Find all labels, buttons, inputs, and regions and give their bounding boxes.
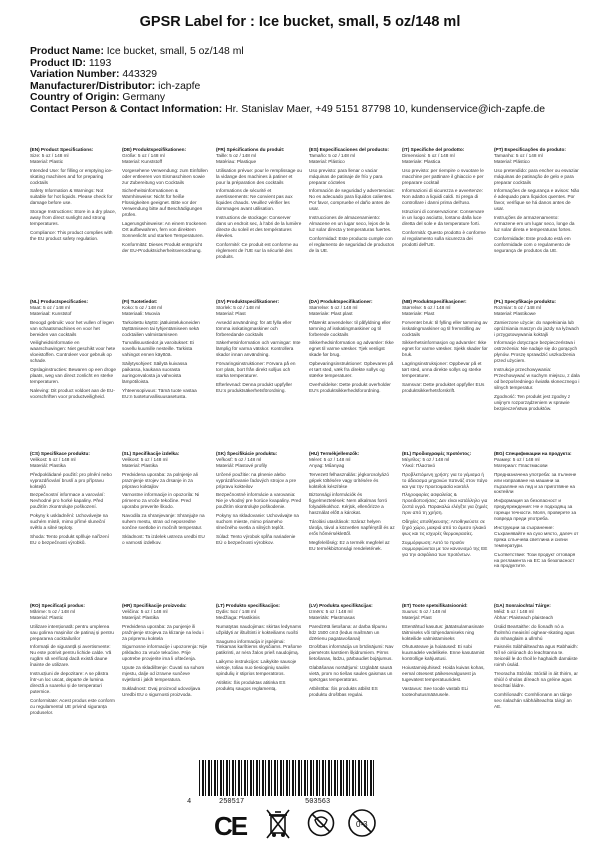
spec-paragraph: Compliance: This product complies with the EU product safety regulation. bbox=[30, 229, 113, 241]
spec-paragraph: Opslaginstructies: Bewaren op een droge plaats, weg van direct zonlicht en sterke temperaturen. bbox=[30, 367, 116, 384]
spec-heading: (PT) Especificações do produto: bbox=[494, 147, 566, 152]
spec-paragraph: Suurus: 5 oz / 148 ml bbox=[402, 608, 447, 614]
spec-paragraph: Säilytysohjeet: Säilytä kuivassa paikassa, kaukana suorasta auringonvalosta ja vahvoista lämpötiloista. bbox=[122, 361, 188, 384]
info-key: Product ID: bbox=[30, 57, 86, 69]
spec-paragraph: Μέγεθος: 5 oz / 148 ml bbox=[402, 456, 450, 462]
info-key: Product Name: bbox=[30, 46, 104, 57]
info-value: 443329 bbox=[122, 69, 158, 81]
ce-mark-icon: CE bbox=[214, 811, 247, 841]
spec-paragraph: Atitiktis: Šis produktas atitinka ES produktų saugos reglamentą. bbox=[216, 679, 286, 691]
spec-heading: (ES) Especificaciones del producto: bbox=[309, 147, 389, 152]
spec-paragraph: Съответствие: Този продукт отговаря на регламента на ЕС за безопасност на продуктите. bbox=[494, 551, 576, 569]
spec-heading: (DE) Produktspezifikationen: bbox=[122, 147, 187, 152]
spec-paragraph: Ábhar: Plaisteach plaisteach bbox=[494, 614, 554, 620]
spec-heading: (RO) Specificații produs: bbox=[30, 603, 85, 608]
info-key: Country of Origin: bbox=[30, 92, 120, 104]
trash-bin-crossed-icon bbox=[265, 808, 291, 840]
spec-paragraph: Shoda: Tento produkt splňuje nařízení EU o bezpečnosti výrobků. bbox=[30, 533, 109, 545]
spec-paragraph: Lagerungshinweise: An einem trockenen Ort aufbewahren, fern von direktem Sonnenlicht und starken Temperaturen. bbox=[122, 220, 207, 238]
spec-paragraph: Material: Kunststoff bbox=[122, 158, 163, 164]
spec-paragraph: Opbevaringsinstruktioner: Opbevares på et tørt sted, væk fra direkte sollys og stærke temperaturer. bbox=[309, 361, 394, 378]
language-spec-column bbox=[216, 147, 302, 259]
spec-paragraph: Materiál: Plastika bbox=[30, 462, 66, 468]
spec-heading: (NB) Produktspesifikasjoner: bbox=[402, 299, 467, 304]
spec-paragraph: Dimensioni: 5 oz / 148 ml bbox=[402, 152, 455, 158]
spec-paragraph: Συμμόρφωση: Αυτό το προϊόν συμμορφώνεται με τον κανονισμό της ΕΕ για την ασφάλεια των προϊόντων. bbox=[402, 539, 488, 557]
spec-paragraph: Conformitate: Acest produs este conform cu regulamentul UE privind siguranța produselor. bbox=[30, 697, 115, 715]
spec-paragraph: Velikost: 5 oz / 148 ml bbox=[122, 456, 168, 462]
spec-paragraph: Navodila za shranjevanje: Shranjujte na suhem mestu, stran od neposredne sončne svetlobe in močnih temperatur. bbox=[122, 513, 205, 530]
spec-paragraph: Размер: 5 oz / 148 ml bbox=[494, 456, 540, 462]
spec-paragraph: Materjal: Plast bbox=[402, 614, 432, 620]
language-spec-column bbox=[122, 299, 208, 400]
spec-heading: (FI) Tuotetiedot: bbox=[122, 299, 158, 304]
spec-paragraph: Información de seguridad y advertencias: No es adecuado para líquidos calientes. Por favor, compruebe el daño antes de usar. bbox=[309, 188, 395, 212]
spec-paragraph: Biztonsági információk és figyelmeztetések: Nem alkalmas forró folyadékokhoz. Kérjük, ellenőrizze a használat előtt a károkat. bbox=[309, 492, 388, 516]
barcode-digits-right: 503563 bbox=[305, 798, 331, 806]
spec-paragraph: Material: Plastic bbox=[30, 614, 64, 620]
spec-paragraph: Izmērs: 5 oz / 148 ml bbox=[309, 608, 353, 614]
spec-paragraph: Saugumo informacija ir įspėjimai: Tinkamas karštiems skysčiams. Prašome patikrinti, ar nėra žalos prieš naudojimą. bbox=[216, 638, 302, 656]
spec-paragraph: Storlek: 5 oz / 148 ml bbox=[216, 304, 261, 310]
spec-paragraph: Предназначена употреба: за пълнене или изпразване на машини за пързаляне на лед и за приготвяне на коктейли bbox=[494, 471, 577, 495]
spec-paragraph: Πληροφορίες ασφαλείας & προειδοποιήσεις: Δεν είναι κατάλληλο για ζεστά υγρά. Παρακαλώ ελέγξτε για ζημιές πριν από τη χρήση. bbox=[402, 492, 488, 516]
spec-paragraph: Tarkoitettu käyttö: jääluistelukoneiden täyttämiseen tai tyhjentämiseen sekä cocktailien valmistamiseen bbox=[122, 319, 200, 337]
spec-paragraph: Material: Plastika bbox=[122, 462, 158, 468]
spec-heading: (GA) Sonraíochtaí Táirge: bbox=[494, 603, 551, 608]
spec-paragraph: Instrucciones de almacenamiento: Almacene en un lugar seco, lejos de la luz solar directa y temperaturas fuertes. bbox=[309, 215, 392, 232]
language-spec-column bbox=[30, 451, 116, 546]
spec-paragraph: Conformité: Ce produit est conforme au règlement de l'UE sur la sécurité des produits. bbox=[216, 241, 299, 259]
spec-paragraph: Maat: 5 oz / 148 ml bbox=[30, 304, 70, 310]
spec-paragraph: Bezpečnostní informace a varování: Nevhodné pro horké kapaliny. Před použitím zkontrolujte poškození. bbox=[30, 492, 105, 510]
spec-paragraph: Υλικό: Πλαστικό bbox=[402, 462, 436, 468]
spec-paragraph: Informazioni di sicurezza e avvertenze: Non adatto a liquidi caldi. Si prega di controllare i danni prima dell'uso. bbox=[402, 188, 484, 206]
language-spec-column bbox=[122, 147, 208, 254]
spec-paragraph: Storage Instructions: Store in a dry place, away from direct sunlight and strong temperatures. bbox=[30, 209, 116, 226]
spec-paragraph: Predviđena uporaba: za punjenje ili pražnjenje strojeva za klizanje na ledu i za pripremu koktela bbox=[122, 623, 204, 641]
spec-paragraph: Οδηγίες αποθήκευσης: Αποθηκεύστε σε ξηρό χώρο, μακριά από το άμεσο ηλιακό φως και τις ισχυρές θερμοκρασίες. bbox=[402, 519, 487, 536]
spec-paragraph: Comhlíonadh: Comhlíonann an táirge seo rialachán sábháilteachta táirgí an AE. bbox=[494, 691, 572, 709]
spec-paragraph: Material: Plastic bbox=[30, 158, 64, 164]
spec-paragraph: Konformität: Dieses Produkt entspricht der EU-Produktsicherheitsverordnung. bbox=[122, 241, 202, 253]
info-value: 1193 bbox=[88, 57, 112, 69]
language-band bbox=[30, 603, 578, 755]
page-title: GPSR Label for : Ice bucket, small, 5 oz/148 ml bbox=[139, 14, 461, 30]
spec-paragraph: Laikymo instrukcijos: Laikykite sausoje vietoje, toliau nuo tiesioginių saulės spindulių ir stiprios temperatūros. bbox=[216, 659, 297, 677]
spec-paragraph: Påtænkt anvendelse: til påfyldning eller tømning af isskatingmaskiner og til forberede cocktails bbox=[309, 319, 391, 337]
spec-paragraph: Größe: 5 oz / 148 ml bbox=[122, 152, 165, 158]
spec-paragraph: Určené použitie: na plnenie alebo vyprázdňovanie ľadových strojov a pre prípravu kokteilov bbox=[216, 471, 297, 489]
spec-paragraph: Størrelse: 5 oz / 148 ml bbox=[309, 304, 358, 310]
spec-paragraph: Informacje dotyczące bezpieczeństwa i ostrzeżenia: Nie nadaje się do gorących płynów. Proszę sprawdzić uszkodzenia przed użyciem. bbox=[494, 340, 578, 364]
spec-paragraph: Samsvar: Dette produktet oppfyller EUs produktsikkerhetsforskrift. bbox=[402, 381, 485, 393]
spec-heading: (NL) Productspecificaties: bbox=[30, 299, 89, 304]
language-band bbox=[30, 147, 580, 299]
spec-paragraph: Sigurnosne informacije i upozorenja: Nije prikladno za vruće tekućine. Prije upotrebe provjerite ima li oštećenja. bbox=[122, 644, 208, 662]
spec-paragraph: Pokyny na skladovanie: Uchovávajte na suchom mieste, mimo priameho slnečného svetla a silných teplôt. bbox=[216, 513, 299, 530]
spec-paragraph: Materiaal: Kunststof bbox=[30, 310, 72, 316]
spec-paragraph: Overholdelse: Dette produkt overholder EU's produktsikkerhedsforordning. bbox=[309, 381, 391, 393]
language-spec-column bbox=[216, 451, 302, 546]
spec-heading: (CS) Specifikace produktu: bbox=[30, 451, 90, 456]
spec-paragraph: Materiaali: Muovia bbox=[122, 310, 161, 316]
spec-paragraph: Materiale: Plast bbox=[402, 310, 435, 316]
language-spec-grid bbox=[30, 147, 580, 755]
ears-age-warning-icon bbox=[307, 808, 335, 838]
spec-heading: (PL) Specyfikacje produktu: bbox=[494, 299, 556, 304]
spec-paragraph: Instrukcje przechowywania: Przechowywać w suchym miejscu, z dala od bezpośredniego światła słonecznego i silnych temperatur. bbox=[494, 367, 580, 390]
spec-heading: (HR) Specifikacije proizvoda: bbox=[122, 603, 187, 608]
spec-paragraph: Úsáid Beartaithe: do líonadh nó a fholmhú meaisíní oighear-skating agus do mhanglaim a ullmhú bbox=[494, 623, 575, 641]
spec-paragraph: Turvallisuustiedot ja varoitukset: Ei sovellu kuumille nesteille. Tarkista vahingot ennen käyttöä. bbox=[122, 340, 194, 358]
spec-heading: (BG) Спецификации на продукта: bbox=[494, 451, 572, 456]
spec-heading: (SL) Specifikacije izdelka: bbox=[122, 451, 180, 456]
spec-paragraph: Zgodność: Ten produkt jest zgodny z unijnym rozporządzeniem w sprawie bezpieczeństwa produktów. bbox=[494, 393, 571, 411]
spec-paragraph: Informații de siguranță și avertismente: Nu este potrivit pentru lichide calde. Vă rugăm să verificați dacă există daune înainte de utilizare. bbox=[30, 644, 112, 668]
spec-paragraph: Méid: 5 oz / 148 ml bbox=[494, 608, 534, 614]
spec-paragraph: Glabāšanas norādījumi: Uzglabāt sausā vietā, prom no tiešas saules gaismas un spēcīgas temperatūras. bbox=[309, 665, 393, 682]
language-spec-column bbox=[309, 603, 395, 698]
spec-heading: (LT) Produkto specifikacijos: bbox=[216, 603, 280, 608]
spec-paragraph: Predvidena uporaba: za polnjenje ali praznjenje strojev za drsanje in za pripravo koktajlov bbox=[122, 471, 198, 489]
spec-paragraph: Conformità: Questo prodotto è conforme al regolamento sulla sicurezza dei prodotti dell'UE. bbox=[402, 229, 486, 247]
spec-paragraph: Conformidad: Este producto cumple con el reglamento de seguridad de productos de la UE. bbox=[309, 235, 395, 253]
spec-paragraph: Matériau: Plastique bbox=[216, 158, 257, 164]
spec-paragraph: Veľkosť: 5 oz / 148 ml bbox=[216, 456, 262, 462]
language-spec-column bbox=[309, 451, 395, 552]
spec-paragraph: Atbilstība: Šis produkts atbilst ES produktu drošības regulai. bbox=[309, 685, 378, 697]
spec-paragraph: Информация за безопасност и предупреждения: Не е подходящ за горещи течности. Моля, проверете за повреда преди употреба. bbox=[494, 498, 577, 522]
spec-paragraph: Uso previsto: para llenar o vaciar máquinas de patinaje de frío y para preparar cócteles bbox=[309, 167, 383, 185]
spec-paragraph: Størrelse: 5 oz / 148 ml bbox=[402, 304, 451, 310]
compliance-icons bbox=[0, 800, 600, 848]
spec-heading: (ET) Toote spetsifikatsioonid: bbox=[402, 603, 468, 608]
info-key: Variation Number: bbox=[30, 69, 120, 81]
spec-heading: (IT) Specifiche del prodotto: bbox=[402, 147, 465, 152]
spec-paragraph: Naleving: Dit product voldoet aan de EU-voorschriften voor productveiligheid. bbox=[30, 387, 115, 399]
spec-paragraph: Material: Plast bbox=[216, 310, 246, 316]
spec-paragraph: Zamierzone użycie: do napełniania lub opróżniania maszyn do jazdy na łyżwach i przygotowywania koktajli bbox=[494, 319, 579, 337]
spec-paragraph: Drošības informācija un brīdinājumi: Nav piemērots karstiem šķidrumiem. Pirms lietošanas, lūdzu, pārbaudiet bojājumus. bbox=[309, 644, 394, 662]
spec-paragraph: Istruzioni di conservazione: Conservare in un luogo asciutto, lontano dalla luce diretta del sole e da temperature forti. bbox=[402, 209, 485, 226]
spec-paragraph: Mărime: 5 oz / 148 ml bbox=[30, 608, 76, 614]
spec-paragraph: Tamaño: 5 oz / 148 ml bbox=[309, 152, 356, 158]
spec-paragraph: Megfelelőség: Ez a termék megfelel az EU termékbiztonsági rendeletének. bbox=[309, 539, 390, 551]
language-spec-column bbox=[122, 451, 208, 546]
spec-paragraph: Προβλεπόμενη χρήση: για το γέμισμα ή το άδειασμα μηχανών πατινάζ στον πάγο και για την προετοιμασία κοκτέιλ bbox=[402, 471, 488, 489]
pacifier-age-0-3-icon bbox=[347, 808, 377, 838]
info-key: Contact Person & Contact Information: bbox=[30, 103, 223, 115]
language-spec-column bbox=[494, 603, 580, 710]
barcode-digits-left: 250517 bbox=[219, 798, 245, 806]
spec-paragraph: Veiligheidsinformatie en waarschuwingen: Niet geschikt voor hete vloeistoffen. Controleer voor gebruik op schade. bbox=[30, 340, 116, 364]
language-spec-column bbox=[402, 147, 488, 248]
spec-paragraph: Předpokládané použití: pro plnění nebo vyprazdňování bruslí a pro přípravu koktejlů bbox=[30, 471, 112, 489]
spec-paragraph: Varnostne informacije in opozorila: Ni primerno za vroče tekočine. Pred uporabo preverite škodo. bbox=[122, 492, 200, 510]
info-product-name bbox=[30, 46, 545, 58]
info-variation-number bbox=[30, 69, 545, 81]
spec-paragraph: Sikkerhetsinformasjon og advarsler: Ikke egnet for varme væsker. Sjekk skader før bruk. bbox=[402, 340, 488, 358]
language-band bbox=[30, 451, 579, 603]
info-manufacturer bbox=[30, 81, 545, 93]
spec-paragraph: Rozmiar: 5 oz / 148 ml bbox=[494, 304, 541, 310]
spec-heading: (SV) Produktspecifikationer: bbox=[216, 299, 280, 304]
spec-paragraph: Tárolási utasítások: Száraz helyen tárolja, távol a közvetlen napfénytől és az erős hőmérséklettől. bbox=[309, 519, 395, 536]
age-range-label: 0-3 bbox=[356, 820, 368, 829]
language-spec-column bbox=[30, 603, 116, 715]
spec-paragraph: Instructions de stockage: Conserver dans un endroit sec, à l'abri de la lumière directe du soleil et des températures élevées. bbox=[216, 215, 302, 238]
spec-paragraph: Pokyny k uskladnění: Uchovávejte na suchém místě, mimo přímé sluneční světlo a silné teploty. bbox=[30, 513, 108, 530]
spec-paragraph: Материал: Пластмасови bbox=[494, 462, 548, 468]
spec-paragraph: Medžiaga: Plastikinis bbox=[216, 614, 260, 620]
spec-paragraph: Hoiustamisjuhised: Hoida kuivas kohas, eemal otsesest päikesevalgusest ja tugevatest temperatuuridest. bbox=[402, 665, 485, 682]
info-product-id bbox=[30, 58, 545, 70]
spec-paragraph: Velikost: 5 oz / 148 ml bbox=[30, 456, 76, 462]
spec-paragraph: Material: Plástico bbox=[494, 158, 530, 164]
language-spec-column bbox=[494, 147, 580, 254]
spec-paragraph: Treoracha Stórála: Stóráil in áit thirim, ar shiúl ó sholas díreach na gréine agus teochtaí láidre. bbox=[494, 671, 578, 688]
spec-paragraph: Taille: 5 oz / 148 ml bbox=[216, 152, 257, 158]
spec-paragraph: Faisnéis Sábháilteachta agus Rabhaidh: Níl sé oiriúnach do leachtanna te. Seiceáil le do thoil le haghaidh damáiste roimh úsáid. bbox=[494, 644, 578, 668]
spec-paragraph: Bezpečnostné informácie a varovania: Nie je vhodný pre horúce kvapaliny. Pred použitím skontrolujte poškodenie. bbox=[216, 492, 302, 510]
spec-heading: (LV) Produkta specifikācijas: bbox=[309, 603, 373, 608]
spec-paragraph: Materiāls: Plastmasas bbox=[309, 614, 355, 620]
spec-paragraph: Anyag: Műanyag bbox=[309, 462, 345, 468]
spec-paragraph: Uso pretendido: para encher ou esvaziar máquinas de patinação de gelo e para preparar cocktails bbox=[494, 167, 579, 185]
spec-paragraph: Yhteensopivuus: Tämä tuote vastaa EU:n tuoteturvallisuusasetusta. bbox=[122, 387, 197, 399]
spec-paragraph: Dydis: 5oz / 148 ml bbox=[216, 608, 256, 614]
spec-paragraph: Conformidade: Este produto está em conformidade com o regulamento de segurança de produtos da UE. bbox=[494, 235, 571, 253]
spec-heading: (HU) Termékjellemzők: bbox=[309, 451, 360, 456]
language-spec-column bbox=[30, 147, 116, 242]
spec-paragraph: Súlad: Tento výrobok spĺňa nariadenie EÚ o bezpečnosti výrobkov. bbox=[216, 533, 296, 545]
language-spec-column bbox=[402, 603, 488, 698]
spec-paragraph: Utilizare intenționată: pentru umplerea sau golirea mașinilor de patinaj și pentru prepararea cocktailurilor bbox=[30, 623, 114, 641]
spec-paragraph: Lagringsinstruksjoner: Oppbevar på et tørt sted, unna direkte sollys og sterke temperaturer. bbox=[402, 361, 482, 378]
spec-paragraph: Paredzētā lietošana: ar darba tilpumu līdz 1500 cm3 (ledus mašīnām un dzērienu pagatavošanai) bbox=[309, 623, 387, 641]
barcode-digit-lead: 4 bbox=[187, 798, 192, 806]
spec-paragraph: Ettenähtud kasutus: jäätatsulamasinate täitmiseks või tühjendamiseks ning kokteilide valmistamiseks bbox=[402, 623, 484, 641]
spec-paragraph: Instruções de armazenamento: Armazene em um lugar seco, longe da luz solar direta e temperaturas fortes. bbox=[494, 215, 575, 232]
language-spec-column bbox=[494, 299, 580, 411]
spec-paragraph: Sicherheitsinformationen & Warnhinweise: Nicht für heiße Flüssigkeiten geeignet. Bitte vor der Verwendung bitte auf Beschädigungen prüfen. bbox=[122, 188, 203, 218]
info-key: Manufacturer/Distributor: bbox=[30, 80, 156, 92]
spec-paragraph: Tervezett felhasználás: jégkorcsolyázó gépek töltésére vagy ürítésére és koktélok készítése bbox=[309, 471, 389, 489]
info-country bbox=[30, 92, 545, 104]
product-info bbox=[30, 46, 545, 116]
spec-paragraph: Size: 5 oz / 148 ml bbox=[30, 152, 69, 158]
spec-heading: (DA) Produktspecifikationer: bbox=[309, 299, 373, 304]
spec-paragraph: Förvaringsinstruktioner: Förvara på en torr plats, bort från direkt solljus och starka temperaturer. bbox=[216, 361, 296, 378]
info-contact bbox=[30, 104, 545, 116]
spec-paragraph: Veličina: 5 oz / 148 ml bbox=[122, 608, 168, 614]
spec-paragraph: Materiale: Plast plast bbox=[309, 310, 353, 316]
spec-paragraph: Sikkerhedsinformation og advarsler: Ikke egnet til varme væsker. Tjek venligst skade før brug. bbox=[309, 340, 394, 358]
language-spec-column bbox=[30, 299, 116, 400]
spec-paragraph: Safety Information & Warnings: Not suitable for hot liquids. Please check for damage before use. bbox=[30, 188, 113, 206]
spec-heading: (EN) Product Specifications: bbox=[30, 147, 94, 152]
spec-paragraph: Tamanho: 5 oz / 148 ml bbox=[494, 152, 543, 158]
language-spec-column bbox=[309, 147, 395, 254]
spec-paragraph: Koko: 5 oz / 148 ml bbox=[122, 304, 163, 310]
spec-paragraph: Säkerhetsinformation och varningar: Inte lämplig för varma vätskor. Kontrollera skador innan användning. bbox=[216, 340, 301, 358]
spec-paragraph: Instrucțiuni de depozitare: A se păstra într-un loc uscat, departe de lumina directă a soarelui și de temperaturi puternice. bbox=[30, 671, 109, 694]
spec-paragraph: Sukladnost: Ovaj proizvod udovoljava Uredbi EU o sigurnosti proizvoda. bbox=[122, 685, 201, 697]
spec-paragraph: Ohutusteave ja hoiatused: Ei sobi kuumadele vedelikele. Enne kasutamist kontrollige kahjustusi. bbox=[402, 644, 485, 662]
spec-paragraph: Informations de sécurité et avertissements: Ne convient pas aux liquides chauds. Veuillez vérifier les dommages avant utilisation. bbox=[216, 188, 293, 212]
spec-paragraph: Utilisation prévue: pour le remplissage ou la vidange des machines à patiner et pour la préparation des cocktails bbox=[216, 167, 302, 185]
spec-paragraph: Materijal: Plastika bbox=[122, 614, 159, 620]
language-spec-column bbox=[122, 603, 208, 698]
info-value: Ice bucket, small, 5 oz/148 ml bbox=[106, 46, 244, 57]
language-spec-column bbox=[402, 451, 488, 558]
barcode-bars bbox=[199, 760, 375, 796]
spec-paragraph: Efterlevnad: Denna produkt uppfyller EU:s produktsäkerhetsförordning. bbox=[216, 381, 293, 393]
spec-heading: (EL) Προδιαγραφές προϊόντος: bbox=[402, 451, 472, 456]
spec-paragraph: Forventet bruk: til fylling eller tømming av isskatingmaskiner og til fremstilling av cocktails bbox=[402, 319, 488, 337]
spec-heading: (FR) Spécifications du produit: bbox=[216, 147, 285, 152]
spec-paragraph: Skladnost: Ta izdelek ustreza uredbi EU o varnosti izdelkov. bbox=[122, 533, 205, 545]
spec-paragraph: Numatytas naudojimas: skirtas ledynams užpildyti ar ištuštinti ir kokteiliams ruošti bbox=[216, 623, 302, 635]
spec-paragraph: Vorgesehene Verwendung: zum Einfüllen oder entleeren von Eismaschinen sowie zur Zubereitung von Cocktails bbox=[122, 167, 208, 185]
spec-paragraph: Méret: 5 oz / 148 ml bbox=[309, 456, 351, 462]
language-band bbox=[30, 299, 580, 451]
spec-paragraph: Инструкции за съхранение: Съхранявайте на сухо място, далеч от пряка слънчева светлина и силни температури. bbox=[494, 524, 579, 548]
spec-paragraph: Vastavus: See toode vastab ELi tooteohutusmäärusele. bbox=[402, 685, 469, 697]
spec-paragraph: Upute za skladištenje: Čuvati na suhom mjestu, dalje od izravne sunčeve svjetlosti i jakih temperatura. bbox=[122, 665, 205, 682]
spec-paragraph: Beoogd gebruik: voor het vullen of legen van schaatsmachines en voor het bereiden van cocktails bbox=[30, 319, 114, 337]
spec-paragraph: Uso previsto: per riempire o svuotare le macchine per pattinare il ghiaccio e per preparare cocktail bbox=[402, 167, 484, 185]
language-spec-column bbox=[216, 299, 302, 394]
spec-paragraph: Informações de segurança e avisos: Não é adequado para líquidos quentes. Por favor, verifique se há danos antes de usar. bbox=[494, 188, 580, 212]
spec-heading: (SK) Špecifikácie produktu: bbox=[216, 451, 278, 456]
info-value: ich-zapfe bbox=[158, 80, 201, 92]
info-value: Germany bbox=[122, 92, 166, 104]
language-spec-column bbox=[309, 299, 395, 394]
spec-paragraph: Material: Plástico bbox=[309, 158, 345, 164]
spec-paragraph: Materiale: Plastica bbox=[402, 158, 441, 164]
info-value: Hr. Stanislav Maer, +49 5151 87798 10, kundenservice@ich-zapfe.de bbox=[225, 103, 545, 115]
spec-paragraph: Avsedd användning: för att fylla eller tömma isskatingmaskiner och förberedande cocktails bbox=[216, 319, 292, 337]
spec-paragraph: Intended Use: for filling or emptying ice-skating machines and for preparing cocktails bbox=[30, 167, 113, 185]
language-spec-column bbox=[216, 603, 302, 692]
spec-paragraph: Materiál: Plastové profily bbox=[216, 462, 268, 468]
language-spec-column bbox=[494, 451, 580, 569]
spec-paragraph: Materiał: Plastikowe bbox=[494, 310, 536, 316]
language-spec-column bbox=[402, 299, 488, 394]
